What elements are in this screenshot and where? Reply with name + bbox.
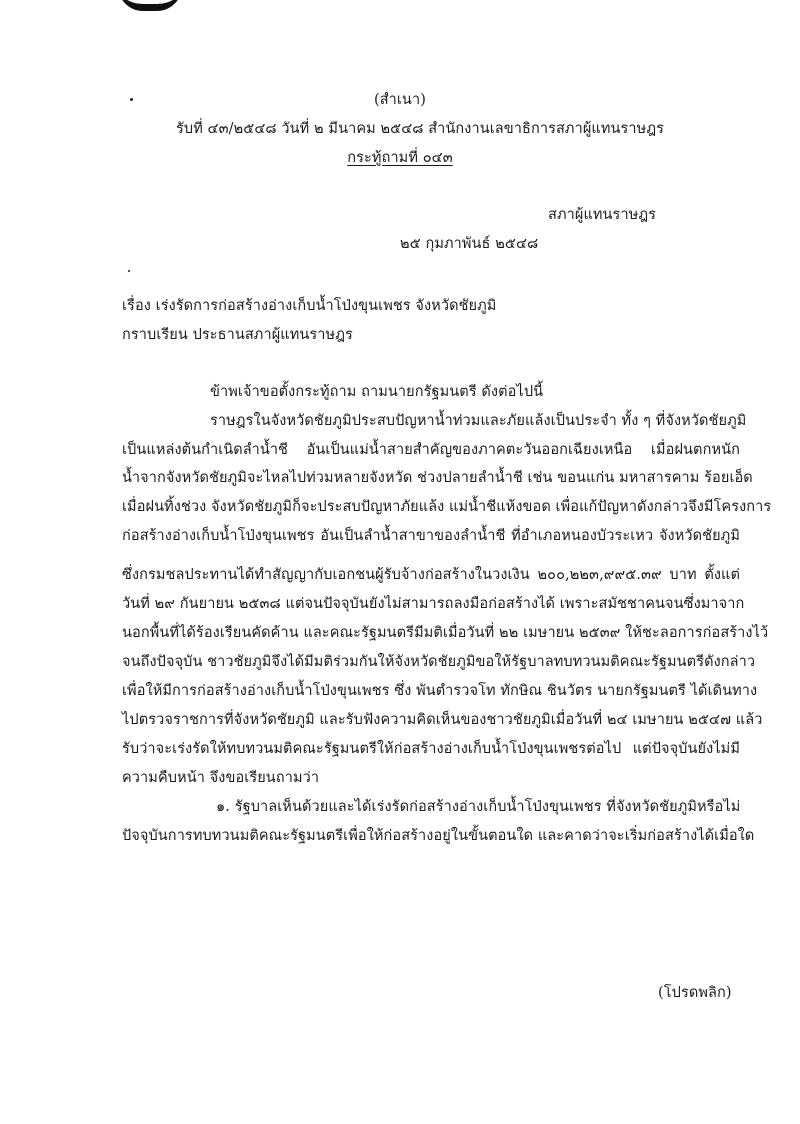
body-line: จนถึงปัจจุบัน ชาวชัยภูมิจึงได้มีมติร่วมกันให้จังหวัดชัยภูมิขอให้รัฐบาลทบทวนมติคณะรัฐมนตรีดังกล่าว xyxy=(122,654,756,670)
body-line: ก่อสร้างอ่างเก็บน้ำโป่งขุนเพชร อันเป็นลำน้ำสาขาของลำน้ำชี ที่อำเภอหนองบัวระเหว จังหวัดชัยภูมิ xyxy=(122,528,740,544)
body-line: วันที่ ๒๙ กันยายน ๒๕๓๘ แต่จนปัจจุบันยังไม่สามารถลงมือก่อสร้างได้ เพราะสมัชชาคนจนซึ่งมาจาก xyxy=(122,596,745,612)
question-number: กระทู้ถามที่ ๐๔๓ xyxy=(347,150,453,166)
body-line: ความคืบหน้า จึงขอเรียนถามว่า xyxy=(122,770,320,786)
subject-line: เรื่อง เร่งรัดการก่อสร้างอ่างเก็บน้ำโป่งขุนเพชร จังหวัดชัยภูมิ xyxy=(122,298,497,314)
body-line: เพื่อให้มีการก่อสร้างอ่างเก็บน้ำโป่งขุนเพชร ซึ่ง พันตำรวจโท ทักษิณ ชินวัตร นายกรัฐมนตรี ได้เดินทาง xyxy=(122,683,758,699)
body-line: ข้าพเจ้าขอตั้งกระทู้ถาม ถามนายกรัฐมนตรี ดังต่อไปนี้ xyxy=(210,384,544,400)
question-item: ๑. รัฐบาลเห็นด้วยและได้เร่งรัดก่อสร้างอ่างเก็บน้ำโป่งขุนเพชร ที่จังหวัดชัยภูมิหรือไม่ xyxy=(216,799,741,815)
scan-speck xyxy=(128,270,130,272)
salutation-line: กราบเรียน ประธานสภาผู้แทนราษฎร xyxy=(122,327,353,343)
body-line: รับว่าจะเร่งรัดให้ทบทวนมติคณะรัฐมนตรีให้ก่อสร้างอ่างเก็บน้ำโป่งขุนเพชรต่อไป แต่ปัจจุบันยังไม่มี xyxy=(122,741,740,757)
scan-artifact xyxy=(118,0,182,11)
body-line: ปัจจุบันการทบทวนมติคณะรัฐมนตรีเพื่อให้ก่อสร้างอยู่ในขั้นตอนใด และคาดว่าจะเริ่มก่อสร้างได้เมื่อใด xyxy=(122,828,755,844)
origin-text: สภาผู้แทนราษฎร xyxy=(548,207,657,223)
body-line: เมื่อฝนทิ้งช่วง จังหวัดชัยภูมิก็จะประสบปัญหาภัยแล้ง แม่น้ำชีแห้งขอด เพื่อแก้ปัญหาดังกล่าวจึงมีโครงการ xyxy=(122,499,772,515)
body-line: ไปตรวจราชการที่จังหวัดชัยภูมิ และรับฟังความคิดเห็นของชาวชัยภูมิเมื่อวันที่ ๒๔ เมษายน ๒๕๔๗ แล้ว xyxy=(122,712,763,728)
body-line: ซึ่งกรมชลประทานได้ทำสัญญากับเอกชนผู้รับจ้างก่อสร้างในวงเงิน ๒๐๐,๒๒๓,๙๙๕.๓๙ บาท ตั้งแต่ xyxy=(122,567,740,583)
body-line: เป็นแหล่งต้นกำเนิดลำน้ำชี อันเป็นแม่น้ำสายสำคัญของภาคตะวันออกเฉียงเหนือ เมื่อฝนตกหนัก xyxy=(122,442,740,458)
body-line: น้ำจากจังหวัดชัยภูมิจะไหลไปท่วมหลายจังหวัด ช่วงปลายลำน้ำชี เช่น ขอนแก่น มหาสารคาม ร้อยเอ็ด xyxy=(122,470,753,486)
body-line: ราษฎรในจังหวัดชัยภูมิประสบปัญหาน้ำท่วมและภัยแล้งเป็นประจำ ทั้ง ๆ ที่จังหวัดชัยภูมิ xyxy=(210,413,747,429)
body-line: นอกพื้นที่ได้ร้องเรียนคัดค้าน และคณะรัฐมนตรีมีมติเมื่อวันที่ ๒๒ เมษายน ๒๕๓๙ ให้ชะลอการก่อสร้างไว้ xyxy=(122,625,769,641)
received-line: รับที่ ๔๓/๒๕๔๘ วันที่ ๒ มีนาคม ๒๕๔๘ สำนักงานเลขาธิการสภาผู้แทนราษฎร xyxy=(176,121,665,137)
turn-page-note: (โปรดพลิก) xyxy=(658,985,732,1001)
copy-label: (สำเนา) xyxy=(374,92,426,108)
document-date: ๒๕ กุมภาพันธ์ ๒๕๔๘ xyxy=(400,236,539,252)
